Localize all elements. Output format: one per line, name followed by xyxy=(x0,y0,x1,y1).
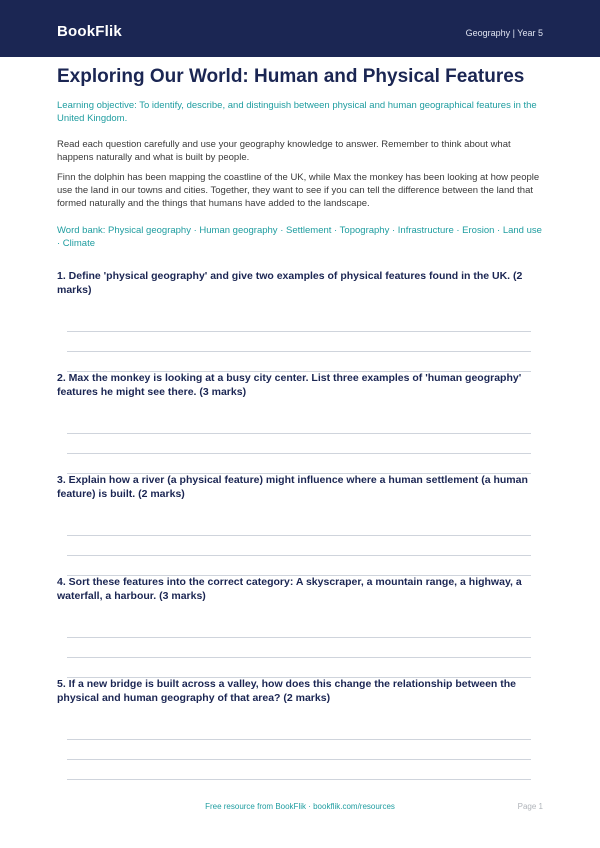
answer-line[interactable] xyxy=(67,779,531,780)
instructions-text: Read each question carefully and use your geography knowledge to answer. Remember to think about what happens naturally and what is built by people. xyxy=(57,139,511,163)
answer-line[interactable] xyxy=(67,535,531,536)
answer-line[interactable] xyxy=(67,739,531,740)
word-bank: Word bank: Physical geography · Human geography · Settlement · Topography · Infrastructure · Erosion · Land use · Climate xyxy=(57,225,542,249)
question-4: 4. Sort these features into the correct category: A skyscraper, a mountain range, a highway, a waterfall, a harbour. (3 marks) xyxy=(57,576,522,602)
answer-line[interactable] xyxy=(67,433,531,434)
question-2: 2. Max the monkey is looking at a busy city center. List three examples of 'human geography' features he might see there. (3 marks) xyxy=(57,372,522,398)
page-header xyxy=(0,0,600,57)
subject-year-label: Geography | Year 5 xyxy=(465,28,543,38)
answer-line[interactable] xyxy=(67,453,531,454)
page-title: Exploring Our World: Human and Physical Features xyxy=(57,66,525,87)
answer-line[interactable] xyxy=(67,637,531,638)
question-3: 3. Explain how a river (a physical feature) might influence where a human settlement (a human feature) is built. (2 marks) xyxy=(57,474,528,500)
answer-line[interactable] xyxy=(67,759,531,760)
brand-logo: BookFlik xyxy=(57,23,122,40)
page-number: Page 1 xyxy=(517,802,543,811)
story-text: Finn the dolphin has been mapping the coastline of the UK, while Max the monkey has been looking at how people use the land in our towns and cities. Together, they want to see if you can tell the difference between the land that formed naturally and the things that humans have added to the landscape. xyxy=(57,172,540,209)
answer-line[interactable] xyxy=(67,657,531,658)
answer-line[interactable] xyxy=(67,555,531,556)
answer-line[interactable] xyxy=(67,331,531,332)
question-1: 1. Define 'physical geography' and give two examples of physical features found in the UK. (2 marks) xyxy=(57,270,523,296)
learning-objective: Learning objective: To identify, describe, and distinguish between physical and human geographical features in the United Kingdom. xyxy=(57,100,537,124)
footer-resource-link[interactable]: Free resource from BookFlik · bookflik.com/resources xyxy=(205,802,395,811)
question-5: 5. If a new bridge is built across a valley, how does this change the relationship between the physical and human geography of that area? (2 marks) xyxy=(57,678,517,704)
answer-line[interactable] xyxy=(67,351,531,352)
